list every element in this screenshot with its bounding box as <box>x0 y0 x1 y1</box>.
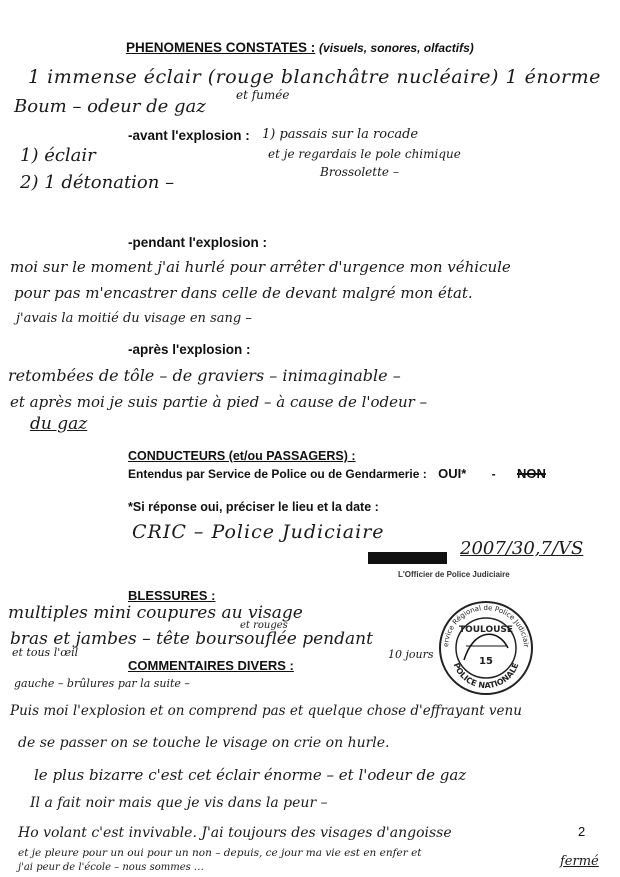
handwriting-commentaires-6: et je pleure pour un oui pour un non – depuis, ce jour ma vie est en enfer et <box>18 847 422 859</box>
printed-struck-date: Dit et donné au <box>368 552 448 564</box>
handwriting-avant-right-1: 1) passais sur la rocade <box>262 127 419 142</box>
officer-label: L'Officier de Police Judiciaire <box>398 570 510 579</box>
option-separator: - <box>491 467 496 481</box>
handwriting-blessures-note: 10 jours <box>388 648 434 661</box>
page-number: 2 <box>578 824 586 839</box>
handwriting-lieu: CRIC – Police Judiciaire <box>132 521 385 543</box>
commentaires-title: COMMENTAIRES DIVERS : <box>128 658 294 673</box>
handwriting-apres-1: retombées de tôle – de graviers – inimaginable – <box>8 366 401 385</box>
handwriting-pendant-3: j'avais la moitié du visage en sang – <box>16 311 252 326</box>
police-seal-icon <box>436 598 536 698</box>
phenomenes-subtitle: (visuels, sonores, olfactifs) <box>319 41 474 55</box>
handwriting-commentaires-1: Puis moi l'explosion et on comprend pas et quelque chose d'effrayant venu <box>10 703 522 719</box>
conducteurs-line <box>128 466 546 481</box>
non-option-struck: NON <box>516 466 546 481</box>
handwriting-avant-left-2: 2) 1 détonation – <box>20 172 175 193</box>
handwriting-commentaires-5: Ho volant c'est invivable. J'ai toujours des visages d'angoisse <box>18 825 452 841</box>
handwriting-avant-right-3: Brossolette – <box>320 165 399 179</box>
oui-option: OUI* <box>438 466 467 481</box>
avant-label: -avant l'explosion : <box>128 128 250 143</box>
phenomenes-title <box>126 40 474 55</box>
svg-text:Service Régional de Police Jud <box>436 598 530 648</box>
seal-city: TOULOUSE <box>458 625 514 635</box>
police-seal-stamp <box>436 598 536 698</box>
conducteurs-question: Entendus par Service de Police ou de Gendarmerie : <box>128 467 427 481</box>
seal-bottom-text: POLICE NATIONALE <box>451 661 521 691</box>
seal-outer-text: ervice Régional de Police Judiciair <box>441 603 531 648</box>
handwriting-commentaires-end: fermé <box>560 854 599 869</box>
blessures-title: BLESSURES : <box>128 588 216 603</box>
reponse-label: *Si réponse oui, préciser le lieu et la date : <box>128 500 379 514</box>
handwriting-commentaires-3: le plus bizarre c'est cet éclair énorme – et l'odeur de gaz <box>34 766 467 784</box>
handwriting-avant-right-2: et je regardais le pole chimique <box>268 147 461 161</box>
conducteurs-title: CONDUCTEURS (et/ou PASSAGERS) : <box>128 449 356 463</box>
handwriting-apres-2: et après moi je suis partie à pied – à cause de l'odeur – <box>10 393 428 411</box>
handwriting-apres-3: du gaz <box>30 414 88 434</box>
handwriting-avant-left-1: 1) éclair <box>20 145 96 166</box>
pendant-label: -pendant l'explosion : <box>128 235 267 250</box>
apres-label: -après l'explosion : <box>128 342 251 357</box>
handwriting-commentaires-4: Il a fait noir mais que je vis dans la peur – <box>30 795 328 811</box>
handwriting-commentaires-7: j'ai peur de l'école – nous sommes … <box>18 862 204 873</box>
handwriting-phenomenes-insert: et fumée <box>236 88 290 102</box>
handwriting-commentaires-pre: gauche – brûlures par la suite – <box>14 677 190 690</box>
handwriting-phenomenes-2: Boum – odeur de gaz <box>14 96 206 117</box>
phenomenes-title-text: PHENOMENES CONSTATES : <box>126 40 316 55</box>
handwriting-blessures-2: bras et jambes – tête boursouflée pendant <box>10 629 373 649</box>
handwriting-blessures-insert: et rouges <box>240 620 288 631</box>
seal-number: 15 <box>479 656 493 667</box>
handwriting-blessures-small: et tous l'œil <box>12 646 79 659</box>
handwriting-pendant-2: pour pas m'encastrer dans celle de devant malgré mon état. <box>14 284 473 302</box>
handwriting-commentaires-2: de se passer on se touche le visage on crie on hurle. <box>18 735 390 751</box>
handwriting-blessures-1: multiples mini coupures au visage <box>8 603 303 623</box>
handwriting-date: 2007/30,7/VS <box>460 538 584 559</box>
handwriting-phenomenes-1: 1 immense éclair (rouge blanchâtre nucléaire) 1 énorme <box>28 66 601 88</box>
handwriting-pendant-1: moi sur le moment j'ai hurlé pour arrêter d'urgence mon véhicule <box>10 258 511 276</box>
